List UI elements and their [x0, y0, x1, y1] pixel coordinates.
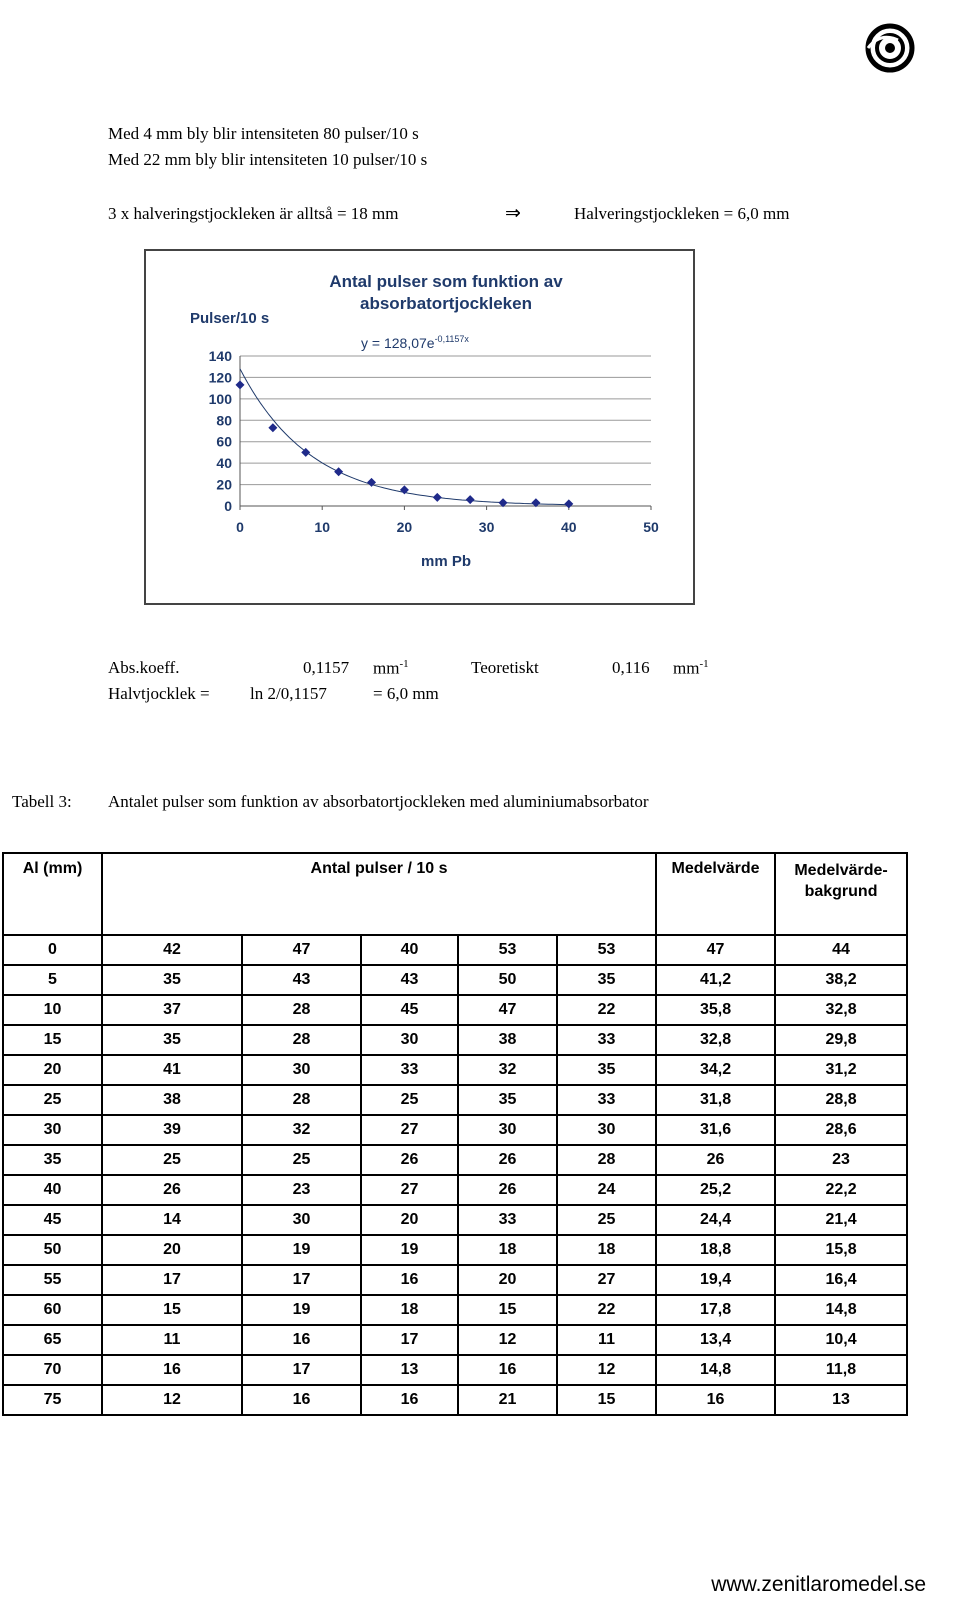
chart-xtick-label: 20: [396, 519, 413, 535]
chart-xtick-label: 10: [314, 519, 330, 535]
table-cell: 28,6: [775, 1115, 907, 1145]
table-cell: 11: [557, 1325, 656, 1355]
intro-line-3-right: Halveringstjockleken = 6,0 mm: [574, 204, 790, 223]
table-cell: 25: [557, 1205, 656, 1235]
header-antal-pulser: Antal pulser / 10 s: [102, 853, 656, 935]
table-cell: 29,8: [775, 1025, 907, 1055]
table-cell: 13: [775, 1385, 907, 1415]
table-cell: 40: [361, 935, 458, 965]
table-cell: 47: [458, 995, 557, 1025]
table-cell: 17: [242, 1265, 361, 1295]
chart-title-line-2: absorbatortjockleken: [360, 294, 532, 313]
header-medelvarde: Medelvärde: [656, 853, 775, 935]
table-cell: 27: [557, 1265, 656, 1295]
table-cell: 32,8: [656, 1025, 775, 1055]
table-cell: 13,4: [656, 1325, 775, 1355]
chart-ytick-label: 100: [208, 390, 232, 407]
table-cell: 34,2: [656, 1055, 775, 1085]
table-row: [3, 935, 907, 965]
table-cell: 18: [458, 1235, 557, 1265]
table-cell: 31,6: [656, 1115, 775, 1145]
table-cell: 25: [242, 1145, 361, 1175]
table-cell: 12: [102, 1385, 242, 1415]
table-cell: 30: [242, 1055, 361, 1085]
table-cell: 27: [361, 1115, 458, 1145]
table-cell: 43: [361, 965, 458, 995]
table-cell: 43: [242, 965, 361, 995]
table-cell: 26: [656, 1145, 775, 1175]
table-cell: 32,8: [775, 995, 907, 1025]
table-cell: 19: [242, 1235, 361, 1265]
table-cell: 16: [102, 1355, 242, 1385]
chart-point: [236, 380, 245, 389]
chart-ytick-label: 0: [224, 498, 232, 514]
chart-frame: [144, 249, 695, 605]
table-cell: 15: [3, 1025, 102, 1055]
chart-ytick-label: 40: [216, 455, 232, 472]
table-cell: 25: [102, 1145, 242, 1175]
chart-xtick-label: 40: [561, 519, 577, 535]
table-cell: 33: [458, 1205, 557, 1235]
table-cell: 15: [102, 1295, 242, 1325]
table-cell: 28: [242, 995, 361, 1025]
table-cell: 41: [102, 1055, 242, 1085]
table-cell: 18: [557, 1235, 656, 1265]
table-row: [3, 1175, 907, 1205]
table-row: [3, 1385, 907, 1415]
zenit-logo: [828, 2, 956, 98]
theory-value: 0,116: [612, 658, 650, 677]
table-cell: 38: [102, 1085, 242, 1115]
chart-ytick-label: 140: [208, 348, 232, 364]
table-cell: 26: [102, 1175, 242, 1205]
table-cell: 35: [557, 1055, 656, 1085]
chart-point: [466, 495, 475, 504]
table-cell: 15,8: [775, 1235, 907, 1265]
table-cell: 26: [458, 1145, 557, 1175]
header-al-mm: Al (mm): [3, 853, 102, 935]
chart-point: [334, 467, 343, 476]
table-cell: 18: [361, 1295, 458, 1325]
theory-unit: $mm^{-1}$: [673, 658, 709, 678]
chart-xtick-label: 50: [643, 519, 659, 535]
table-cell: 47: [656, 935, 775, 965]
table-row: [3, 1205, 907, 1235]
table-cell: 65: [3, 1325, 102, 1355]
table-cell: 28,8: [775, 1085, 907, 1115]
logo-swirl-icon: [868, 26, 912, 70]
chart-ytick-label: 80: [216, 412, 232, 429]
table-header-row: [3, 853, 907, 935]
chart-ylabel: Pulser/10 s: [190, 310, 270, 327]
table-cell: 19: [361, 1235, 458, 1265]
table-cell: 16: [361, 1385, 458, 1415]
intro-line-3-left: 3 x halveringstjockleken är alltså = 18 mm: [108, 204, 399, 223]
table-cell: 20: [458, 1265, 557, 1295]
table-cell: 10,4: [775, 1325, 907, 1355]
table-row: [3, 1115, 907, 1145]
table-cell: 35,8: [656, 995, 775, 1025]
table-cell: 32: [458, 1055, 557, 1085]
table-cell: 16: [242, 1325, 361, 1355]
table-caption-text: Antalet pulser som funktion av absorbatortjockleken med aluminiumabsorbator: [108, 792, 649, 811]
table-cell: 33: [361, 1055, 458, 1085]
table-cell: 11: [102, 1325, 242, 1355]
table-cell: 75: [3, 1385, 102, 1415]
table-cell: 12: [458, 1325, 557, 1355]
table-cell: 28: [242, 1025, 361, 1055]
table-cell: 14: [102, 1205, 242, 1235]
table-cell: 42: [102, 935, 242, 965]
table-cell: 27: [361, 1175, 458, 1205]
table-cell: 15: [458, 1295, 557, 1325]
table-cell: 31,2: [775, 1055, 907, 1085]
table-cell: 33: [557, 1025, 656, 1055]
table-cell: 26: [458, 1175, 557, 1205]
table-cell: 38,2: [775, 965, 907, 995]
half-thickness-label: Halvtjocklek =: [108, 684, 210, 703]
table-cell: 20: [361, 1205, 458, 1235]
table-cell: 14,8: [656, 1355, 775, 1385]
table-caption-label: Tabell 3:: [12, 792, 72, 811]
table-row: [3, 1085, 907, 1115]
table-cell: 38: [458, 1025, 557, 1055]
table-cell: 22: [557, 995, 656, 1025]
table-cell: 10: [3, 995, 102, 1025]
table-cell: 30: [458, 1115, 557, 1145]
footer-url: www.zenitlaromedel.se: [711, 1573, 926, 1596]
chart-point: [268, 423, 277, 432]
table-cell: 22: [557, 1295, 656, 1325]
table-row: [3, 1295, 907, 1325]
table-cell: 30: [3, 1115, 102, 1145]
table-cell: 17: [242, 1355, 361, 1385]
table-cell: 35: [557, 965, 656, 995]
header-medelvarde-bakgrund: Medelvärde- bakgrund: [775, 853, 907, 935]
table-cell: 35: [3, 1145, 102, 1175]
table-cell: 11,8: [775, 1355, 907, 1385]
table-cell: 40: [3, 1175, 102, 1205]
implies-arrow-icon: ⇒: [505, 203, 521, 224]
table-row: [3, 1145, 907, 1175]
chart-xtick-label: 30: [478, 519, 495, 535]
table-cell: 33: [557, 1085, 656, 1115]
table-cell: 41,2: [656, 965, 775, 995]
table-cell: 28: [557, 1145, 656, 1175]
table-cell: 55: [3, 1265, 102, 1295]
table-cell: 21: [458, 1385, 557, 1415]
table-cell: 25,2: [656, 1175, 775, 1205]
table-row: [3, 1355, 907, 1385]
table-cell: 26: [361, 1145, 458, 1175]
table-row: [3, 1025, 907, 1055]
table-cell: 16,4: [775, 1265, 907, 1295]
table-cell: 16: [458, 1355, 557, 1385]
table-cell: 32: [242, 1115, 361, 1145]
table-row: [3, 1055, 907, 1085]
table-row: [3, 1325, 907, 1355]
table-cell: 60: [3, 1295, 102, 1325]
table-cell: 25: [361, 1085, 458, 1115]
table-cell: 17,8: [656, 1295, 775, 1325]
table-cell: 28: [242, 1085, 361, 1115]
coeff-unit: $mm^{-1}$: [373, 658, 409, 678]
table-cell: 30: [557, 1115, 656, 1145]
table-cell: 17: [361, 1325, 458, 1355]
table-cell: 12: [557, 1355, 656, 1385]
chart-ytick-label: 120: [208, 369, 232, 386]
intro-line-2: Med 22 mm bly blir intensiteten 10 pulser/10 s: [108, 150, 428, 169]
table-cell: 53: [557, 935, 656, 965]
table-cell: 15: [557, 1385, 656, 1415]
table-cell: 50: [458, 965, 557, 995]
half-thickness-result: = 6,0 mm: [373, 684, 439, 703]
table-cell: 24: [557, 1175, 656, 1205]
table-cell: 22,2: [775, 1175, 907, 1205]
data-table: [2, 852, 908, 1416]
table-cell: 30: [242, 1205, 361, 1235]
chart-point: [564, 499, 573, 508]
table-cell: 47: [242, 935, 361, 965]
table-cell: 45: [361, 995, 458, 1025]
table-cell: 39: [102, 1115, 242, 1145]
table-cell: 35: [102, 1025, 242, 1055]
chart-points: [236, 380, 574, 508]
table-cell: 37: [102, 995, 242, 1025]
table-cell: 23: [242, 1175, 361, 1205]
chart-xlabel: mm Pb: [420, 553, 472, 570]
chart-equation: $y = 128,07e^{-0,1157x}$: [361, 334, 469, 351]
table-cell: 19,4: [656, 1265, 775, 1295]
table-cell: 53: [458, 935, 557, 965]
coeff-value: 0,1157: [303, 658, 350, 677]
table-cell: 16: [361, 1265, 458, 1295]
theory-label: Teoretiskt: [471, 658, 539, 677]
table-row: [3, 995, 907, 1025]
table-cell: 35: [102, 965, 242, 995]
table-cell: 44: [775, 935, 907, 965]
table-row: [3, 1265, 907, 1295]
chart-gridlines: [240, 356, 651, 506]
table-cell: 14,8: [775, 1295, 907, 1325]
coeff-label: Abs.koeff.: [108, 658, 180, 677]
table-cell: 45: [3, 1205, 102, 1235]
table-cell: 13: [361, 1355, 458, 1385]
table-cell: 0: [3, 935, 102, 965]
table-cell: 5: [3, 965, 102, 995]
chart-title-line-1: Antal pulser som funktion av: [329, 272, 563, 291]
table-cell: 23: [775, 1145, 907, 1175]
chart: [146, 251, 693, 603]
chart-ytick-label: 20: [216, 476, 232, 493]
chart-xtick-label: 0: [236, 519, 244, 535]
table-row: [3, 965, 907, 995]
table-cell: 50: [3, 1235, 102, 1265]
half-thickness-expr: ln 2/0,1157: [250, 684, 327, 703]
table-cell: 17: [102, 1265, 242, 1295]
table-cell: 18,8: [656, 1235, 775, 1265]
intro-line-1: Med 4 mm bly blir intensiteten 80 pulser/10 s: [108, 124, 419, 143]
table-cell: 19: [242, 1295, 361, 1325]
table-cell: 30: [361, 1025, 458, 1055]
table-cell: 24,4: [656, 1205, 775, 1235]
chart-ytick-label: 60: [216, 433, 232, 450]
table-row: [3, 1235, 907, 1265]
table-cell: 16: [242, 1385, 361, 1415]
table-cell: 35: [458, 1085, 557, 1115]
table-cell: 31,8: [656, 1085, 775, 1115]
table-cell: 16: [656, 1385, 775, 1415]
table-cell: 20: [102, 1235, 242, 1265]
table-cell: 20: [3, 1055, 102, 1085]
table-cell: 25: [3, 1085, 102, 1115]
table-cell: 21,4: [775, 1205, 907, 1235]
table-cell: 70: [3, 1355, 102, 1385]
chart-point: [433, 493, 442, 502]
